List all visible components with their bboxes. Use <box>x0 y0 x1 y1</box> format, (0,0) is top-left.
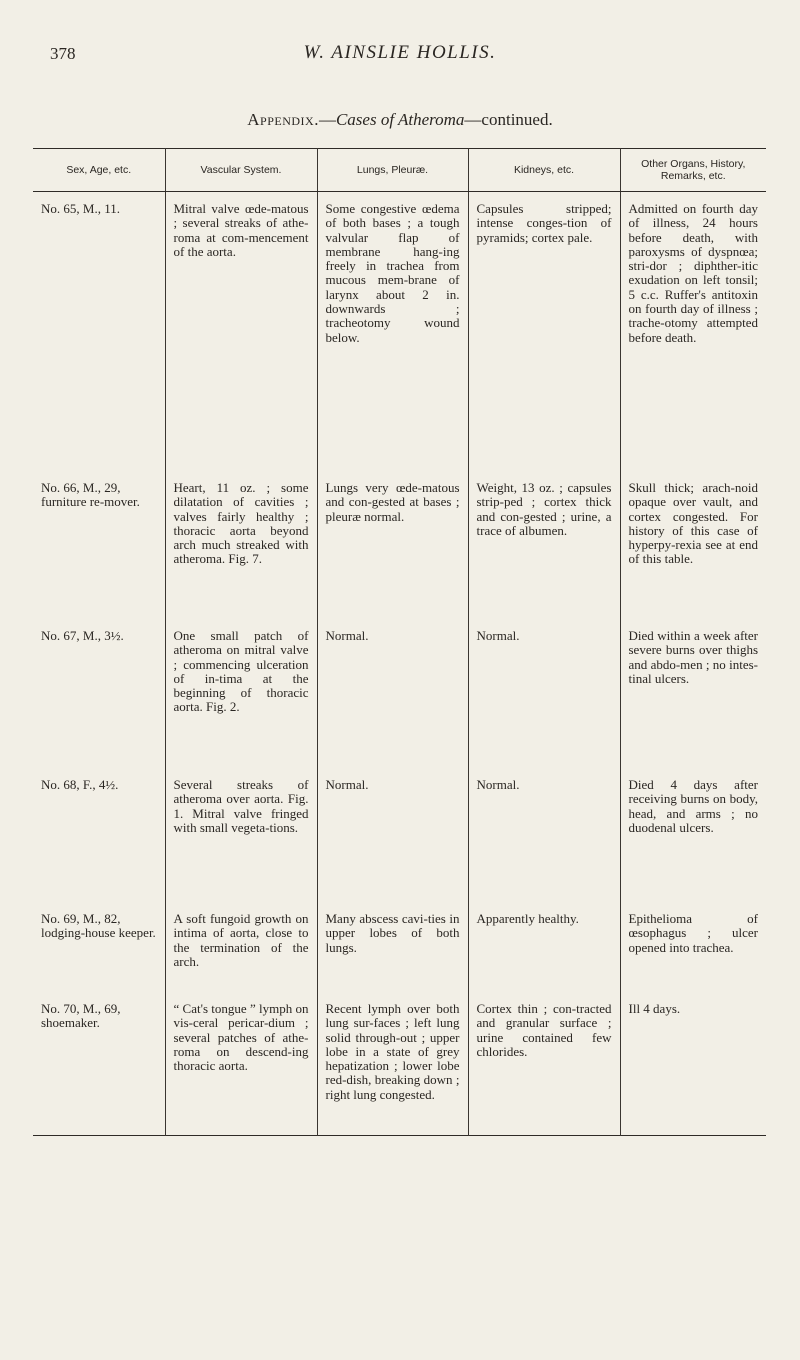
vascular-cell: Several streaks of atheroma over aorta. Fig. 1. Mitral valve fringed with small vegeta-tions. <box>165 768 317 902</box>
kidneys-cell: Cortex thin ; con-tracted and granular surface ; urine contained few chlorides. <box>468 992 620 1136</box>
column-header-vascular: Vascular System. <box>165 149 317 192</box>
table-row <box>33 192 766 472</box>
other-organs-cell: Admitted on fourth day of illness, 24 hours before death, with paroxysms of dyspnœa; stri-dor ; diphther-itic exudation on left tonsil; 5 c.c. Ruffer's antitoxin on fourth day of illness ; trache-otomy attempted before death. <box>620 192 766 472</box>
caption-lead: Appendix. <box>247 110 319 129</box>
other-organs-cell: Ill 4 days. <box>620 992 766 1136</box>
case-cell: No. 67, M., 3½. <box>41 628 124 643</box>
other-organs-cell: Died 4 days after receiving burns on body, head, and arms ; no duodenal ulcers. <box>620 768 766 902</box>
column-header-kidneys: Kidneys, etc. <box>468 149 620 192</box>
lungs-cell: Normal. <box>317 768 468 902</box>
lungs-cell: Normal. <box>317 619 468 768</box>
case-cell: No. 66, M., 29, furniture re-mover. <box>41 480 140 510</box>
caption-title: Cases of Atheroma <box>335 110 465 129</box>
caption-suffix: continued. <box>481 110 553 129</box>
kidneys-cell: Normal. <box>468 619 620 768</box>
case-cell: No. 68, F., 4½. <box>41 777 119 792</box>
lungs-cell: Some congestive œdema of both bases ; a tough valvular flap of membrane hang-ing freely in trachea from mucous mem-brane of larynx about 2 in. downwards ; tracheotomy wound below. <box>317 192 468 472</box>
page-number: 378 <box>50 44 76 63</box>
other-organs-cell: Died within a week after severe burns over thighs and abdo-men ; no intes-tinal ulcers. <box>620 619 766 768</box>
caption-dash: — <box>464 110 482 129</box>
lungs-cell: Lungs very œde-matous and con-gested at bases ; pleuræ normal. <box>317 471 468 619</box>
lungs-cell: Recent lymph over both lung sur-faces ; left lung solid through-out ; upper lobe in a state of grey hepatization ; lower lobe red-dish, breaking down ; right lung congested. <box>317 992 468 1136</box>
other-organs-cell: Skull thick; arach-noid opaque over vault, and cortex congested. For history of this case of hyperpy-rexia see at end of this table. <box>620 471 766 619</box>
case-cell: No. 70, M., 69, shoemaker. <box>41 1001 121 1031</box>
header-row <box>33 149 766 192</box>
vascular-cell: Heart, 11 oz. ; some dilatation of cavities ; valves fairly healthy ; thoracic aorta beyond arch much streaked with atheroma. Fig. 7. <box>165 471 317 619</box>
kidneys-cell: Capsules stripped; intense conges-tion of pyramids; cortex pale. <box>468 192 620 472</box>
case-cell: No. 65, M., 11. <box>41 201 120 216</box>
running-head: W. AINSLIE HOLLIS. <box>303 42 497 63</box>
cases-table <box>33 148 766 1136</box>
vascular-cell: A soft fungoid growth on intima of aorta, close to the termination of the arch. <box>165 902 317 992</box>
table-row <box>33 619 766 768</box>
vascular-cell: Mitral valve œde-matous ; several streaks of athe-roma at com-mencement of the aorta. <box>165 192 317 472</box>
caption-dash: — <box>318 110 336 129</box>
case-cell: No. 69, M., 82, lodging-house keeper. <box>41 911 156 941</box>
kidneys-cell: Weight, 13 oz. ; capsules strip-ped ; cortex thick and con-gested ; urine, a trace of albumen. <box>468 471 620 619</box>
vascular-cell: One small patch of atheroma on mitral valve ; commencing ulceration of in-tima at the beginning of thoracic aorta. Fig. 2. <box>165 619 317 768</box>
lungs-cell: Many abscess cavi-ties in upper lobes of both lungs. <box>317 902 468 992</box>
table-row <box>33 902 766 992</box>
table-row <box>33 768 766 902</box>
table-caption <box>0 110 800 130</box>
kidneys-cell: Normal. <box>468 768 620 902</box>
kidneys-cell: Apparently healthy. <box>468 902 620 992</box>
column-header-other-organs: Other Organs, History, Remarks, etc. <box>620 149 766 192</box>
vascular-cell: “ Cat's tongue ” lymph on vis-ceral pericar-dium ; several patches of athe-roma on descend-ing thoracic aorta. <box>165 992 317 1136</box>
table-row <box>33 992 766 1136</box>
column-header-lungs: Lungs, Pleuræ. <box>317 149 468 192</box>
table-row <box>33 471 766 619</box>
column-header-sex-age: Sex, Age, etc. <box>33 149 165 192</box>
other-organs-cell: Epithelioma of œsophagus ; ulcer opened into trachea. <box>620 902 766 992</box>
